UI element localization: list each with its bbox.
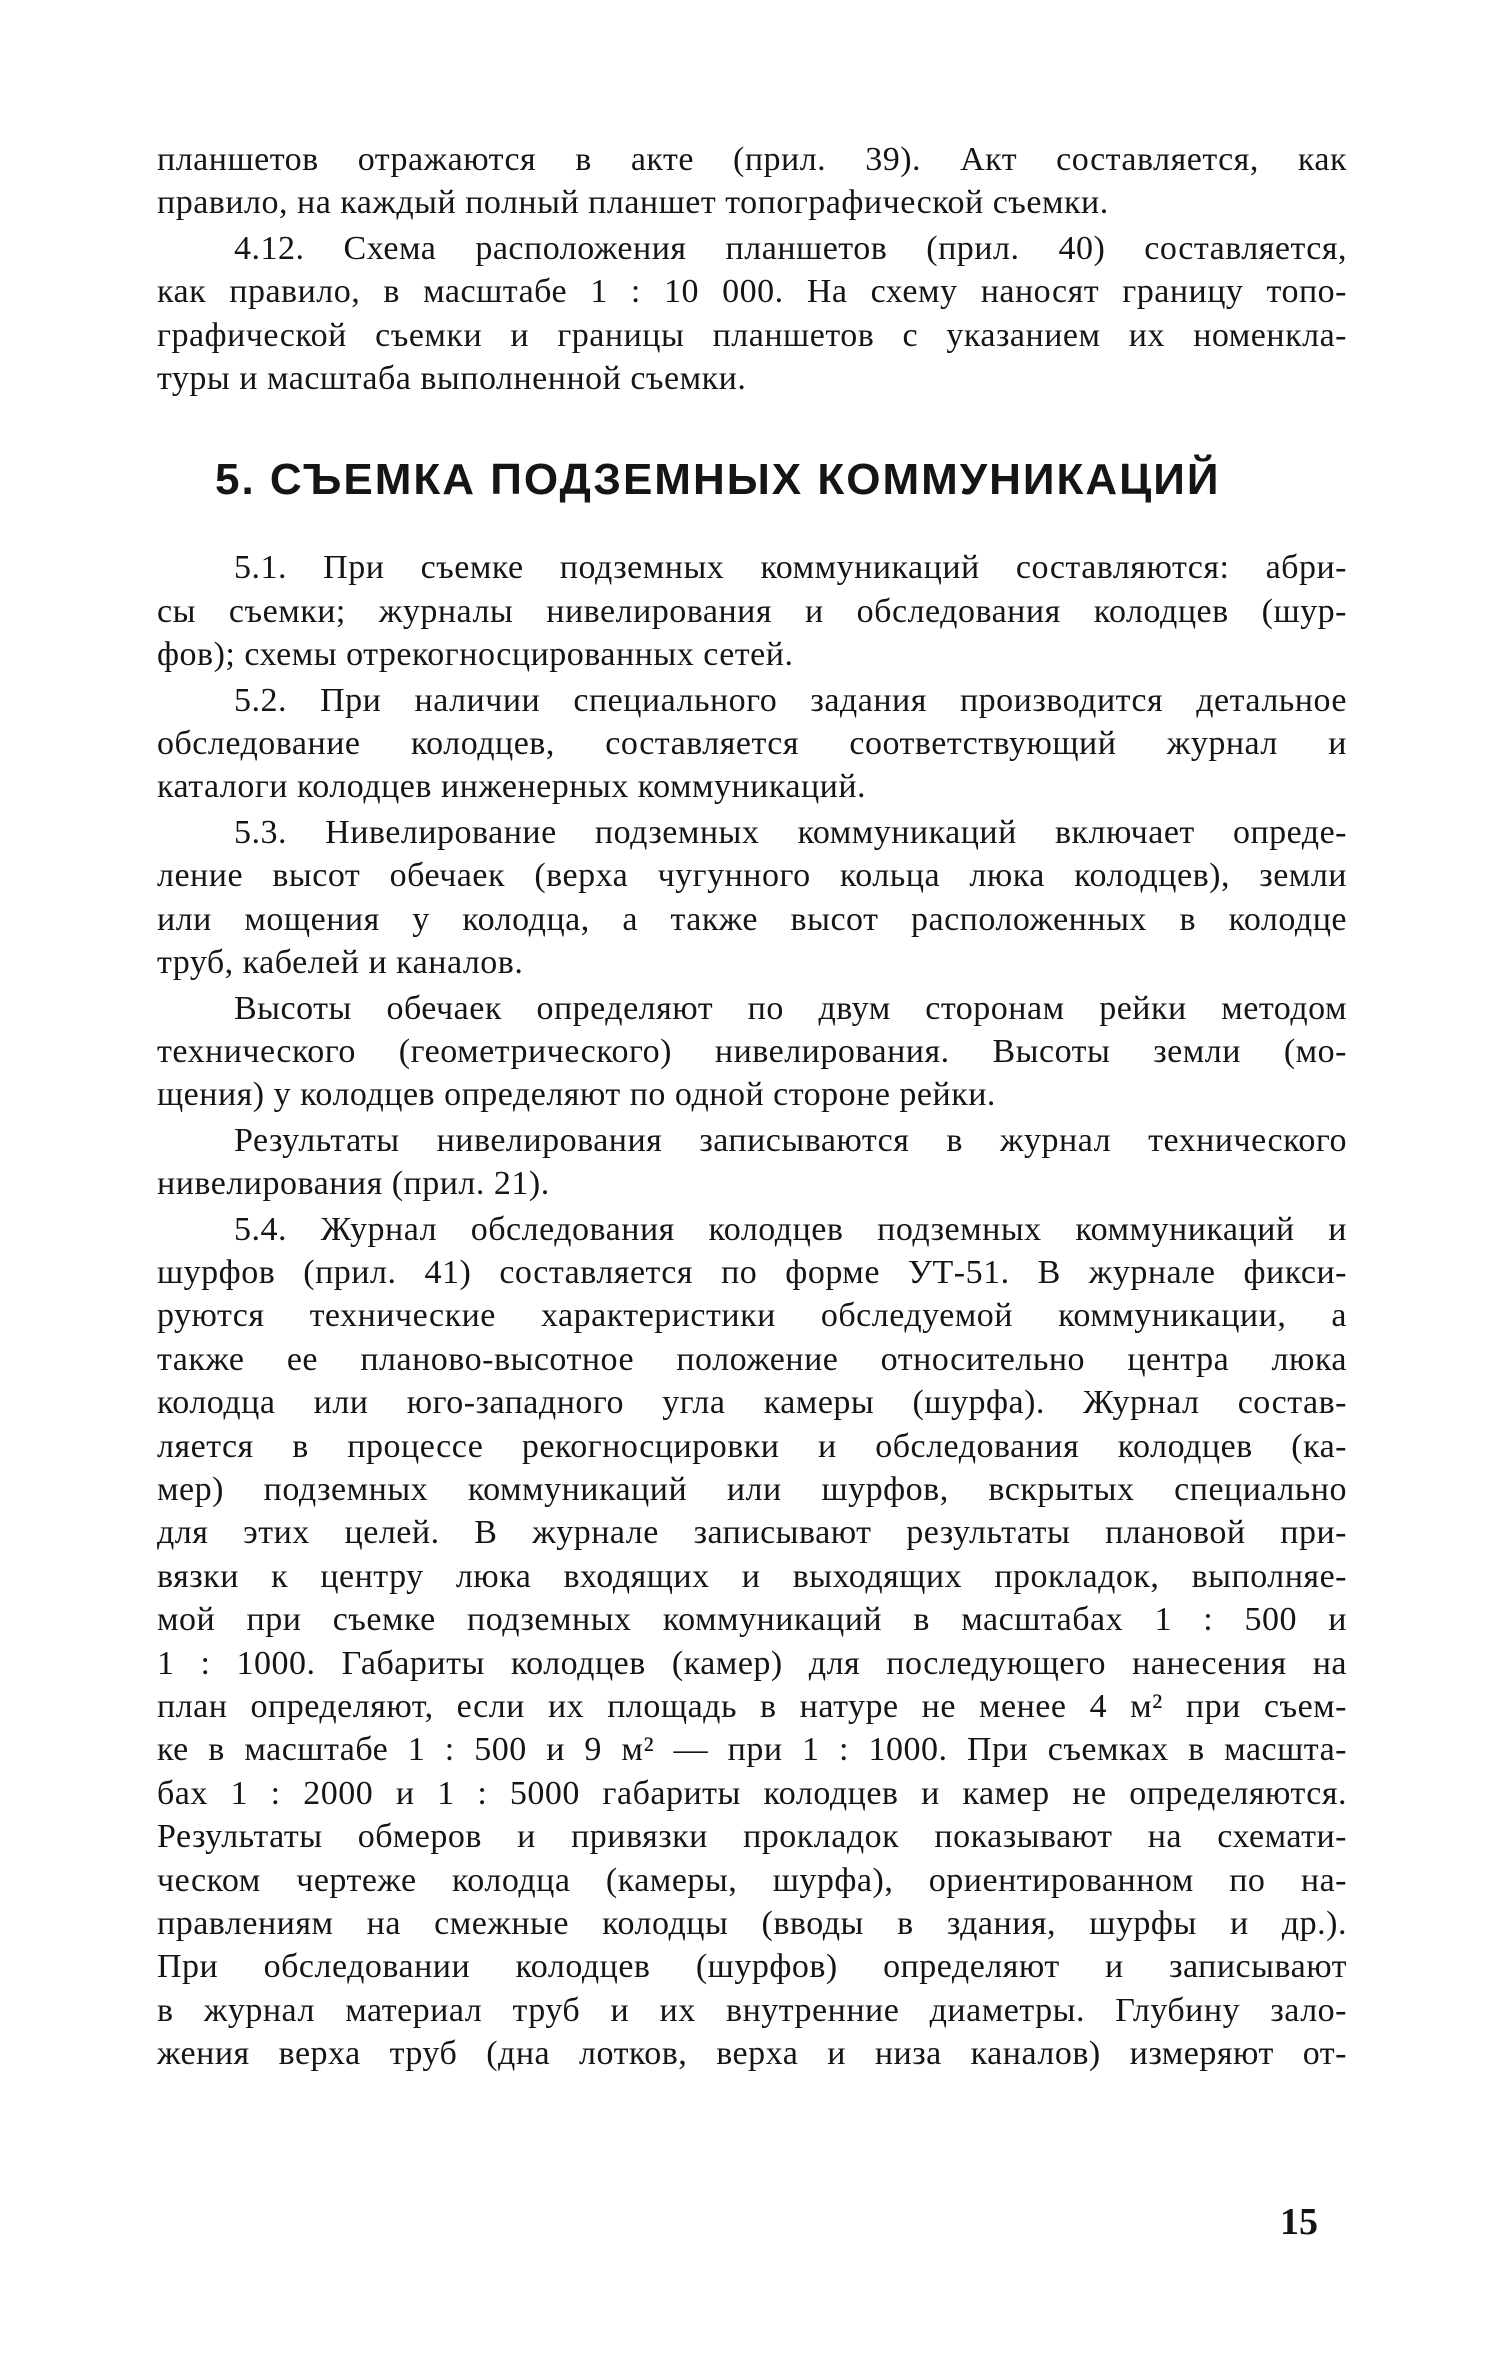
- text-line: правило, на каждый полный планшет топографической съемки.: [157, 184, 1109, 222]
- text-line: туры и масштаба выполненной съемки.: [157, 360, 747, 398]
- paragraph-4-12: [157, 227, 1347, 401]
- text-line: сы съемки; журналы нивелирования и обследования колодцев (шур-: [157, 592, 1347, 630]
- text-line: ке в масштабе 1 : 500 и 9 м² — при 1 : 1000. При съемках в масшта-: [157, 1731, 1347, 1769]
- text-line: 5.2. При наличии специального задания производится детальное: [234, 681, 1347, 719]
- page-body: [157, 138, 1347, 2076]
- text-line: ляется в процессе рекогносцировки и обследования колодцев (ка-: [157, 1427, 1347, 1465]
- text-line: планшетов отражаются в акте (прил. 39). Акт составляется, как: [157, 141, 1347, 178]
- section-heading: 5. СЪЕМКА ПОДЗЕМНЫХ КОММУНИКАЦИЙ: [215, 455, 1221, 505]
- paragraph-5-2: [157, 679, 1347, 809]
- paragraph-5-3-heights: [157, 987, 1347, 1117]
- text-line: ление высот обечаек (верха чугунного кольца люка колодцев), земли: [157, 857, 1347, 895]
- text-line: бах 1 : 2000 и 1 : 5000 габариты колодцев и камер не определяются.: [157, 1774, 1347, 1812]
- text-line: Высоты обечаек определяют по двум сторонам рейки методом: [234, 989, 1347, 1027]
- text-line: Результаты обмеров и привязки прокладок показывают на схемати-: [157, 1818, 1347, 1856]
- text-line: 5.4. Журнал обследования колодцев подземных коммуникаций и: [234, 1210, 1347, 1248]
- text-line: 5.3. Нивелирование подземных коммуникаций включает опреде-: [234, 813, 1347, 851]
- text-line: правлениям на смежные колодцы (вводы в здания, шурфы и др.).: [157, 1905, 1347, 1943]
- text-line: нивелирования (прил. 21).: [157, 1165, 550, 1203]
- text-line: вязки к центру люка входящих и выходящих прокладок, выполняе-: [157, 1557, 1347, 1595]
- text-line: щения) у колодцев определяют по одной стороне рейки.: [157, 1076, 996, 1114]
- text-line: для этих целей. В журнале записывают результаты плановой при-: [157, 1514, 1347, 1552]
- text-line: графической съемки и границы планшетов с указанием их номенкла-: [157, 316, 1347, 354]
- text-line: 4.12. Схема расположения планшетов (прил. 40) составляется,: [234, 229, 1347, 267]
- paragraph-5-3: [157, 811, 1347, 985]
- text-line: мер) подземных коммуникаций или шурфов, вскрытых специально: [157, 1470, 1347, 1508]
- paragraph-5-1: [157, 546, 1347, 676]
- text-line: или мощения у колодца, а также высот расположенных в колодце: [157, 900, 1347, 938]
- paragraph-intro: [157, 138, 1347, 225]
- text-line: Результаты нивелирования записываются в журнал технического: [234, 1121, 1347, 1159]
- text-line: фов); схемы отрекогносцированных сетей.: [157, 636, 794, 674]
- text-line: обследование колодцев, составляется соответствующий журнал и: [157, 725, 1347, 763]
- text-line: руются технические характеристики обследуемой коммуникации, а: [157, 1297, 1347, 1335]
- text-line: жения верха труб (дна лотков, верха и низа каналов) измеряют от-: [157, 2035, 1347, 2073]
- text-line: мой при съемке подземных коммуникаций в масштабах 1 : 500 и: [157, 1601, 1347, 1639]
- text-line: технического (геометрического) нивелирования. Высоты земли (мо-: [157, 1032, 1347, 1070]
- paragraph-5-4: [157, 1208, 1347, 2076]
- text-line: ческом чертеже колодца (камеры, шурфа), ориентированном по на-: [157, 1861, 1347, 1899]
- text-line: колодца или юго-западного угла камеры (шурфа). Журнал состав-: [157, 1384, 1347, 1422]
- text-line: каталоги колодцев инженерных коммуникаций.: [157, 768, 867, 806]
- text-line: 5.1. При съемке подземных коммуникаций составляются: абри-: [234, 549, 1347, 587]
- paragraph-5-3-results: [157, 1119, 1347, 1206]
- text-line: 1 : 1000. Габариты колодцев (камер) для последующего нанесения на: [157, 1644, 1347, 1682]
- page-number: 15: [1280, 2201, 1318, 2243]
- text-line: план определяют, если их площадь в натуре не менее 4 м² при съем-: [157, 1688, 1347, 1725]
- text-line: труб, кабелей и каналов.: [157, 944, 524, 982]
- text-line: как правило, в масштабе 1 : 10 000. На схему наносят границу топо-: [157, 273, 1347, 311]
- text-line: шурфов (прил. 41) составляется по форме УТ-51. В журнале фикси-: [157, 1253, 1347, 1291]
- text-line: также ее планово-высотное положение относительно центра люка: [157, 1340, 1347, 1378]
- text-line: в журнал материал труб и их внутренние диаметры. Глубину зало-: [157, 1991, 1347, 2029]
- text-line: При обследовании колодцев (шурфов) определяют и записывают: [157, 1948, 1347, 1986]
